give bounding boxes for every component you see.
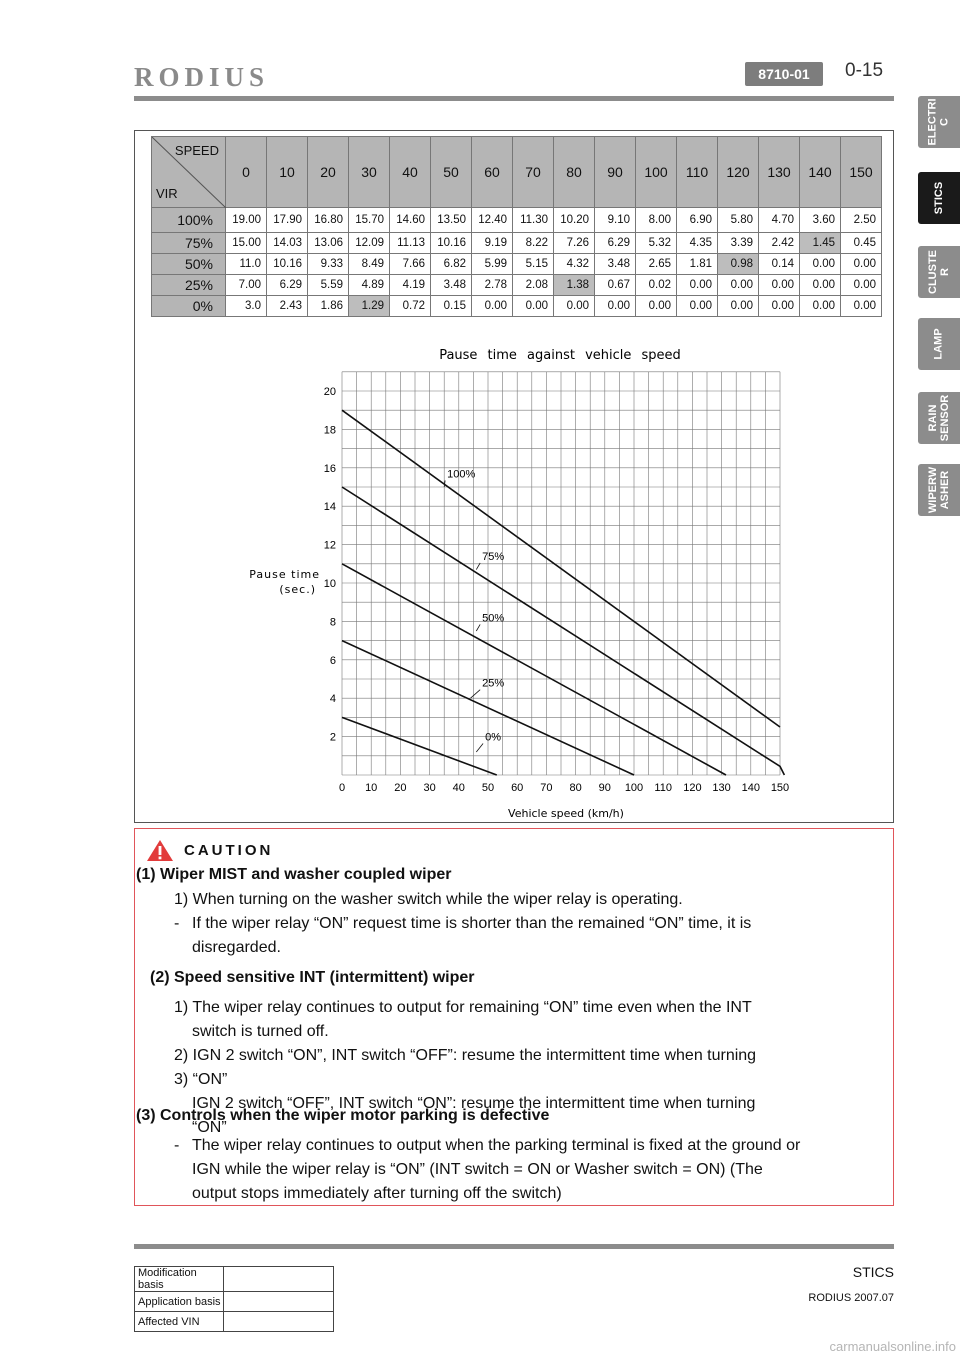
table-cell: 16.80 xyxy=(308,208,349,233)
x-tick-label: 150 xyxy=(770,782,790,794)
table-cell: 5.32 xyxy=(636,233,677,254)
table-cell: 0.00 xyxy=(554,296,595,317)
table-cell: 0.00 xyxy=(677,296,718,317)
table-row xyxy=(152,233,882,254)
y-tick-label: 20 xyxy=(323,386,336,398)
footer-rule xyxy=(134,1244,894,1249)
table-cell: 7.66 xyxy=(390,254,431,275)
table-cell: 10.16 xyxy=(431,233,472,254)
table-cell: 5.59 xyxy=(308,275,349,296)
x-tick-label: 10 xyxy=(365,782,378,794)
speed-header: 150 xyxy=(841,137,882,208)
table-cell: 3.0 xyxy=(226,296,267,317)
table-cell: 14.60 xyxy=(390,208,431,233)
table-cell: 7.00 xyxy=(226,275,267,296)
table-cell: 2.50 xyxy=(841,208,882,233)
table-cell: 2.08 xyxy=(513,275,554,296)
table-cell: 9.10 xyxy=(595,208,636,233)
side-tab-label: WIPERW ASHER xyxy=(927,466,951,514)
side-tab-3[interactable] xyxy=(918,318,960,370)
x-tick-label: 30 xyxy=(423,782,436,794)
watermark: carmanualsonline.info xyxy=(829,1339,956,1354)
s3-heading: (3) Controls when the wiper motor parking is defective xyxy=(136,1107,550,1124)
basis-label: Application basis xyxy=(135,1292,224,1312)
table-cell: 6.29 xyxy=(595,233,636,254)
side-tab-0[interactable] xyxy=(918,96,960,148)
table-cell: 2.65 xyxy=(636,254,677,275)
table-cell: 0.00 xyxy=(513,296,554,317)
series-label: 100% xyxy=(447,468,476,481)
speed-header: 120 xyxy=(718,137,759,208)
table-cell: 3.60 xyxy=(800,208,841,233)
side-tab-2[interactable] xyxy=(918,246,960,298)
y-tick-label: 8 xyxy=(329,616,336,629)
table-cell: 1.29 xyxy=(349,296,390,317)
table-cell: 0.00 xyxy=(841,296,882,317)
vir-label: 25% xyxy=(152,275,226,296)
table-cell: 2.78 xyxy=(472,275,513,296)
s2-item3: 3) “ON” xyxy=(174,1071,228,1088)
table-row xyxy=(152,296,882,317)
table-cell: 0.00 xyxy=(472,296,513,317)
table-cell: 0.45 xyxy=(841,233,882,254)
table-cell: 1.45 xyxy=(800,233,841,254)
side-tab-label: STICS xyxy=(933,181,945,215)
basis-row xyxy=(135,1267,334,1292)
y-tick-label: 6 xyxy=(329,654,336,667)
y-axis-label-line1: Pause time xyxy=(249,568,320,581)
speed-header: 90 xyxy=(595,137,636,208)
table-cell: 8.22 xyxy=(513,233,554,254)
table-cell: 10.16 xyxy=(267,254,308,275)
table-cell: 0.00 xyxy=(636,296,677,317)
speed-header: 80 xyxy=(554,137,595,208)
series-label: 50% xyxy=(482,612,505,625)
vir-label: 75% xyxy=(152,233,226,254)
header-rule xyxy=(134,96,894,101)
s1-item1: 1) When turning on the washer switch while the wiper relay is operating. xyxy=(174,891,683,908)
side-tab-4[interactable] xyxy=(918,392,960,444)
table-cell: 0.00 xyxy=(759,275,800,296)
table-row xyxy=(152,275,882,296)
caution-header xyxy=(146,838,273,862)
speed-header: 10 xyxy=(267,137,308,208)
table-cell: 0.00 xyxy=(595,296,636,317)
y-tick-label: 18 xyxy=(323,424,336,437)
table-cell: 0.72 xyxy=(390,296,431,317)
x-tick-label: 70 xyxy=(540,782,553,794)
s1-dash: - xyxy=(174,915,180,932)
series-leader xyxy=(476,624,480,631)
series-label: 25% xyxy=(482,677,505,690)
side-tab-1[interactable] xyxy=(918,172,960,224)
side-tab-5[interactable] xyxy=(918,464,960,516)
x-tick-label: 100 xyxy=(624,782,644,794)
series-leader xyxy=(476,743,483,752)
table-cell: 4.19 xyxy=(390,275,431,296)
pause-time-table xyxy=(151,136,882,317)
speed-header: 110 xyxy=(677,137,718,208)
s2-item3-b: IGN 2 switch “OFF”, INT switch “ON”: resume the intermittent time when turning xyxy=(192,1095,756,1112)
s2-heading: (2) Speed sensitive INT (intermittent) wiper xyxy=(150,969,475,986)
y-tick-label: 16 xyxy=(323,462,336,475)
speed-header-label: SPEED xyxy=(174,143,219,158)
s3-dash: - xyxy=(174,1137,180,1154)
table-cell: 0.15 xyxy=(431,296,472,317)
table-cell: 5.15 xyxy=(513,254,554,275)
table-cell: 0.00 xyxy=(800,275,841,296)
table-cell: 0.02 xyxy=(636,275,677,296)
table-row xyxy=(152,208,882,233)
speed-header: 60 xyxy=(472,137,513,208)
x-tick-label: 50 xyxy=(481,782,495,794)
table-cell: 0.00 xyxy=(841,275,882,296)
s2-item1-b: switch is turned off. xyxy=(192,1023,329,1040)
s3-text-a: The wiper relay continues to output when the parking terminal is fixed at the ground or xyxy=(192,1137,801,1154)
vir-label: 100% xyxy=(152,208,226,233)
table-cell: 12.40 xyxy=(472,208,513,233)
table-cell: 0.00 xyxy=(800,296,841,317)
table-cell: 8.00 xyxy=(636,208,677,233)
basis-label: Affected VIN xyxy=(135,1312,224,1332)
page-number: 0-15 xyxy=(845,60,884,81)
table-cell: 14.03 xyxy=(267,233,308,254)
s2-item1-a: 1) The wiper relay continues to output for remaining “ON” time even when the INT xyxy=(174,999,752,1016)
pause-time-chart xyxy=(240,345,800,825)
table-cell: 3.39 xyxy=(718,233,759,254)
x-tick-label: 0 xyxy=(338,782,346,794)
s2-item3-c: “ON” xyxy=(192,1119,227,1136)
speed-header: 30 xyxy=(349,137,390,208)
speed-header: 70 xyxy=(513,137,554,208)
table-body xyxy=(152,208,882,317)
brand-logo: RODIUS xyxy=(134,62,270,92)
series-line xyxy=(342,487,784,775)
speed-header: 140 xyxy=(800,137,841,208)
side-tab-label: LAMP xyxy=(932,328,945,360)
s3-text-b: IGN while the wiper relay is “ON” (INT switch = ON or Washer switch = ON) (The xyxy=(192,1161,763,1178)
speed-header-row xyxy=(152,137,882,208)
table-cell: 4.89 xyxy=(349,275,390,296)
table-cell: 3.48 xyxy=(431,275,472,296)
footer-section: STICS xyxy=(852,1264,894,1280)
footer-model: RODIUS 2007.07 xyxy=(808,1292,894,1304)
speed-header: 40 xyxy=(390,137,431,208)
series-line xyxy=(342,564,726,775)
table-cell: 0.67 xyxy=(595,275,636,296)
x-tick-label: 140 xyxy=(741,782,760,794)
basis-row xyxy=(135,1292,334,1312)
table-cell: 2.43 xyxy=(267,296,308,317)
table-cell: 13.06 xyxy=(308,233,349,254)
table-cell: 0.00 xyxy=(718,296,759,317)
side-tab-label: CLUSTE R xyxy=(927,250,951,294)
x-tick-label: 130 xyxy=(712,782,731,794)
speed-header: 100 xyxy=(636,137,677,208)
s1-heading: (1) Wiper MIST and washer coupled wiper xyxy=(136,866,452,883)
table-cell: 15.70 xyxy=(349,208,390,233)
table-cell: 1.38 xyxy=(554,275,595,296)
series-label: 75% xyxy=(482,550,505,563)
basis-value xyxy=(224,1292,334,1312)
table-cell: 2.42 xyxy=(759,233,800,254)
series-leader xyxy=(470,690,480,699)
y-tick-label: 4 xyxy=(329,693,336,706)
table-cell: 4.70 xyxy=(759,208,800,233)
caution-title: CAUTION xyxy=(184,841,274,859)
table-cell: 0.00 xyxy=(759,296,800,317)
table-cell: 0.00 xyxy=(677,275,718,296)
basis-table xyxy=(134,1266,334,1332)
x-tick-label: 20 xyxy=(394,782,407,794)
x-tick-label: 90 xyxy=(598,782,611,794)
table-cell: 0.00 xyxy=(718,275,759,296)
table-cell: 3.48 xyxy=(595,254,636,275)
table-cell: 10.20 xyxy=(554,208,595,233)
speed-header: 50 xyxy=(431,137,472,208)
vir-label: 0% xyxy=(152,296,226,317)
s3-text-c: output stops immediately after turning off the switch) xyxy=(192,1185,562,1202)
table-corner xyxy=(152,137,226,208)
warning-icon xyxy=(146,838,174,862)
chart-title: Pause time against vehicle speed xyxy=(439,348,681,363)
table-cell: 0.00 xyxy=(800,254,841,275)
table-cell: 15.00 xyxy=(226,233,267,254)
table-cell: 11.30 xyxy=(513,208,554,233)
table-cell: 9.19 xyxy=(472,233,513,254)
table-cell: 7.26 xyxy=(554,233,595,254)
y-axis-label-line2: (sec.) xyxy=(279,583,316,596)
vir-label: 50% xyxy=(152,254,226,275)
table-cell: 6.90 xyxy=(677,208,718,233)
table-row xyxy=(152,254,882,275)
table-cell: 1.86 xyxy=(308,296,349,317)
y-tick-label: 10 xyxy=(323,578,336,590)
s1-item1-text-a: If the wiper relay “ON” request time is shorter than the remained “ON” time, it is xyxy=(192,915,752,932)
speed-header: 20 xyxy=(308,137,349,208)
table-cell: 4.35 xyxy=(677,233,718,254)
side-tab-label: RAIN SENSOR xyxy=(927,394,951,442)
x-tick-label: 80 xyxy=(569,782,582,794)
table-cell: 11.0 xyxy=(226,254,267,275)
s1-item1-text-b: disregarded. xyxy=(192,939,281,956)
table-cell: 19.00 xyxy=(226,208,267,233)
table-cell: 13.50 xyxy=(431,208,472,233)
x-tick-label: 60 xyxy=(511,782,524,794)
x-axis-label: Vehicle speed (km/h) xyxy=(508,807,624,820)
y-tick-label: 2 xyxy=(329,731,336,744)
table-cell: 6.82 xyxy=(431,254,472,275)
side-tab-label: ELECTRI C xyxy=(927,98,951,146)
table-cell: 8.49 xyxy=(349,254,390,275)
s2-item2: 2) IGN 2 switch “ON”, INT switch “OFF”: resume the intermittent time when turning xyxy=(174,1047,757,1064)
x-tick-label: 40 xyxy=(452,782,465,794)
section-code-badge: 8710-01 xyxy=(745,62,823,86)
speed-header: 0 xyxy=(226,137,267,208)
series-label: 0% xyxy=(485,731,501,744)
x-tick-label: 110 xyxy=(654,782,672,794)
table-cell: 17.90 xyxy=(267,208,308,233)
vir-header-label: VIR xyxy=(156,186,178,201)
table-cell: 9.33 xyxy=(308,254,349,275)
table-cell: 11.13 xyxy=(390,233,431,254)
basis-value xyxy=(224,1312,334,1332)
table-cell: 4.32 xyxy=(554,254,595,275)
table-cell: 0.98 xyxy=(718,254,759,275)
table-cell: 5.80 xyxy=(718,208,759,233)
table-cell: 5.99 xyxy=(472,254,513,275)
y-tick-label: 14 xyxy=(323,501,336,514)
table-cell: 0.00 xyxy=(841,254,882,275)
table-cell: 0.14 xyxy=(759,254,800,275)
table-cell: 12.09 xyxy=(349,233,390,254)
x-tick-label: 120 xyxy=(683,782,702,794)
basis-label: Modification basis xyxy=(135,1267,224,1292)
table-cell: 6.29 xyxy=(267,275,308,296)
basis-row xyxy=(135,1312,334,1332)
y-tick-label: 12 xyxy=(323,539,336,552)
basis-value xyxy=(224,1267,334,1292)
speed-header: 130 xyxy=(759,137,800,208)
table-cell: 1.81 xyxy=(677,254,718,275)
